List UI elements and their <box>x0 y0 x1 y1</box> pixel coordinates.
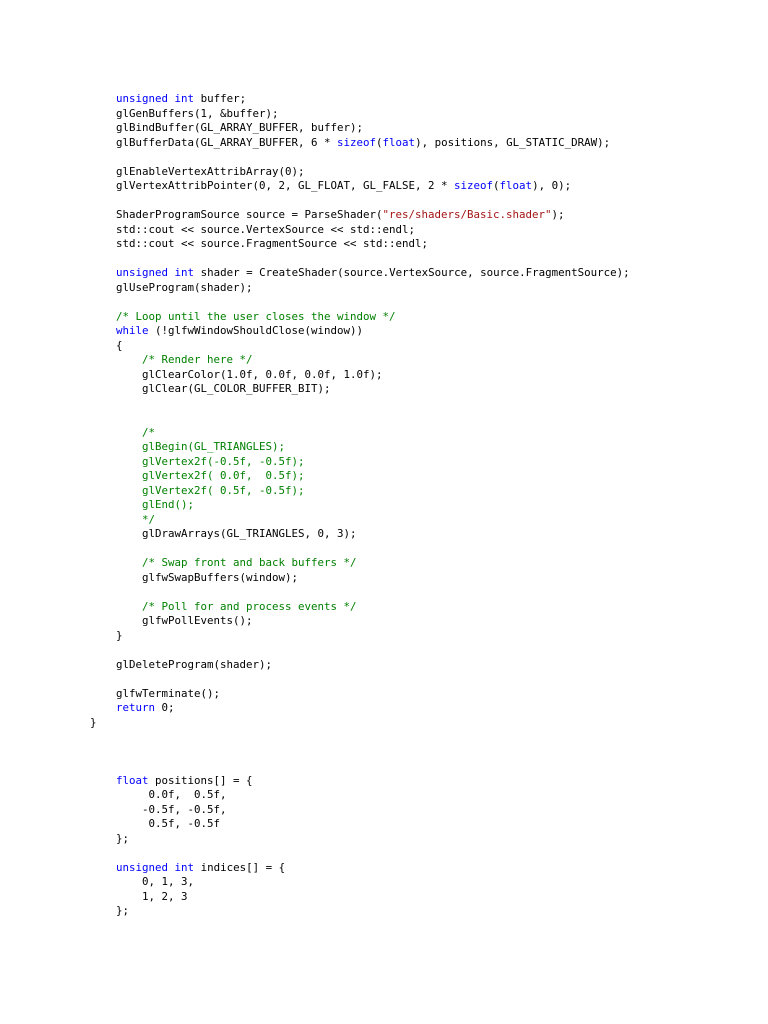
code-text: glEnableVertexAttribArray(0); <box>90 164 305 178</box>
code-line <box>90 353 630 368</box>
code-line <box>90 237 630 252</box>
code-keyword: float <box>499 179 533 192</box>
code-text <box>90 92 116 105</box>
code-line <box>90 687 630 702</box>
code-keyword: sizeof <box>454 179 494 192</box>
code-text: shader = CreateShader(source.VertexSource, source.FragmentSource); <box>194 266 630 279</box>
code-keyword: int <box>174 860 195 874</box>
code-line <box>90 658 630 673</box>
code-text: 0.0f, 0.5f, <box>90 788 227 801</box>
code-line <box>90 832 630 847</box>
code-line <box>90 281 630 296</box>
code-comment: glEnd(); <box>142 498 195 511</box>
code-text: glClear(GL_COLOR_BUFFER_BIT); <box>90 382 331 395</box>
code-string: "res/shaders/Basic.shader" <box>382 208 552 221</box>
code-line <box>90 701 630 716</box>
code-text: 0, 1, 3, <box>90 875 195 888</box>
code-line <box>90 194 630 209</box>
code-line <box>90 252 630 267</box>
code-line <box>90 310 630 325</box>
code-line <box>90 397 630 412</box>
code-keyword: unsigned <box>116 266 169 279</box>
code-text: glBindBuffer(GL_ARRAY_BUFFER, buffer); <box>90 121 364 134</box>
code-text: glGenBuffers(1, &buffer); <box>90 106 279 120</box>
code-line <box>90 600 630 615</box>
code-text <box>90 498 142 511</box>
code-line <box>90 846 630 861</box>
code-text: glUseProgram(shader); <box>90 280 253 294</box>
code-line <box>90 121 630 136</box>
code-keyword: float <box>382 135 416 149</box>
code-text: { <box>90 338 123 352</box>
code-keyword: unsigned <box>116 92 169 105</box>
code-text: glfwTerminate(); <box>90 686 221 700</box>
code-line <box>90 571 630 586</box>
code-text <box>90 484 142 497</box>
code-text: }; <box>90 831 130 845</box>
code-line <box>90 730 630 745</box>
code-text: positions[] = { <box>148 773 253 787</box>
code-keyword: return <box>116 701 156 714</box>
code-line <box>90 774 630 789</box>
code-line <box>90 179 630 194</box>
code-line <box>90 643 630 658</box>
code-text: (!glfwWindowShouldClose(window)) <box>148 324 364 337</box>
code-line <box>90 759 630 774</box>
code-text <box>90 556 142 569</box>
code-comment: glVertex2f( 0.0f, 0.5f); <box>142 469 305 482</box>
code-line <box>90 382 630 397</box>
code-comment: /* Render here */ <box>142 353 253 366</box>
code-line <box>90 266 630 281</box>
code-comment: /* Poll for and process events */ <box>142 599 357 613</box>
code-keyword: float <box>116 773 149 787</box>
code-text: buffer; <box>194 92 247 105</box>
code-line <box>90 788 630 803</box>
code-line <box>90 817 630 832</box>
code-text: ), 0); <box>532 179 572 192</box>
code-comment: */ <box>142 512 156 526</box>
code-comment: glBegin(GL_TRIANGLES); <box>142 440 286 453</box>
code-line <box>90 803 630 818</box>
code-keyword: while <box>116 324 149 337</box>
code-comment: /* Loop until the user closes the window */ <box>116 309 396 323</box>
code-line <box>90 484 630 499</box>
code-line <box>90 411 630 426</box>
code-comment: /* Swap front and back buffers */ <box>142 556 357 569</box>
code-line <box>90 527 630 542</box>
code-line <box>90 875 630 890</box>
code-line <box>90 716 630 731</box>
code-text <box>90 600 142 613</box>
code-text: glVertexAttribPointer(0, 2, GL_FLOAT, GL_FALSE, 2 * <box>90 179 455 192</box>
code-line <box>90 440 630 455</box>
code-line <box>90 745 630 760</box>
code-text: ); <box>551 208 565 221</box>
code-keyword: int <box>174 92 195 105</box>
code-text: std::cout << source.FragmentSource << std::endl; <box>90 237 429 250</box>
code-line <box>90 556 630 571</box>
code-line <box>90 208 630 223</box>
code-line <box>90 223 630 238</box>
code-text <box>90 701 116 714</box>
code-comment: glVertex2f( 0.5f, -0.5f); <box>142 483 305 497</box>
code-text: } <box>90 715 97 729</box>
code-line <box>90 513 630 528</box>
code-line <box>90 469 630 484</box>
code-line <box>90 904 630 919</box>
code-line <box>90 324 630 339</box>
code-text: ShaderProgramSource source = ParseShader( <box>90 208 383 221</box>
code-line <box>90 136 630 151</box>
code-line <box>90 672 630 687</box>
code-text: ), positions, GL_STATIC_DRAW); <box>415 135 611 149</box>
code-keyword: unsigned <box>116 860 169 874</box>
code-keyword: int <box>174 266 195 279</box>
code-text: 0; <box>155 701 175 714</box>
code-line <box>90 498 630 513</box>
code-line <box>90 165 630 180</box>
code-text: indices[] = { <box>194 860 286 874</box>
code-block <box>90 92 630 919</box>
code-line <box>90 107 630 122</box>
code-text <box>90 774 116 787</box>
code-text <box>90 861 116 874</box>
code-text <box>90 455 142 468</box>
code-text <box>90 353 142 366</box>
code-line <box>90 92 630 107</box>
code-line <box>90 295 630 310</box>
code-text <box>90 266 116 279</box>
code-line <box>90 861 630 876</box>
code-keyword: sizeof <box>337 135 377 149</box>
code-text: 1, 2, 3 <box>90 889 188 903</box>
code-text: glBufferData(GL_ARRAY_BUFFER, 6 * <box>90 135 338 149</box>
code-text <box>90 469 142 482</box>
code-line <box>90 614 630 629</box>
code-text <box>90 310 116 323</box>
code-text: glDrawArrays(GL_TRIANGLES, 0, 3); <box>90 527 357 540</box>
code-text: } <box>90 628 123 642</box>
code-text <box>90 513 142 526</box>
code-line <box>90 368 630 383</box>
code-line <box>90 339 630 354</box>
code-line <box>90 629 630 644</box>
code-text: glfwSwapBuffers(window); <box>90 570 299 584</box>
code-text: glDeleteProgram(shader); <box>90 657 273 671</box>
code-line <box>90 150 630 165</box>
code-comment: /* <box>142 425 156 439</box>
code-text: glfwPollEvents(); <box>90 614 253 627</box>
code-text: ( <box>493 179 500 192</box>
code-text: }; <box>90 904 130 917</box>
code-text <box>90 324 116 337</box>
code-line <box>90 542 630 557</box>
code-text: ( <box>376 135 383 149</box>
code-text: 0.5f, -0.5f <box>90 817 221 830</box>
code-line <box>90 455 630 470</box>
code-text: std::cout << source.VertexSource << std::endl; <box>90 222 416 236</box>
code-line <box>90 890 630 905</box>
code-text: -0.5f, -0.5f, <box>90 802 227 816</box>
code-text: glClearColor(1.0f, 0.0f, 0.0f, 1.0f); <box>90 367 383 381</box>
code-line <box>90 585 630 600</box>
code-text <box>90 426 142 439</box>
code-comment: glVertex2f(-0.5f, -0.5f); <box>142 454 305 468</box>
code-line <box>90 426 630 441</box>
code-text <box>90 440 142 453</box>
